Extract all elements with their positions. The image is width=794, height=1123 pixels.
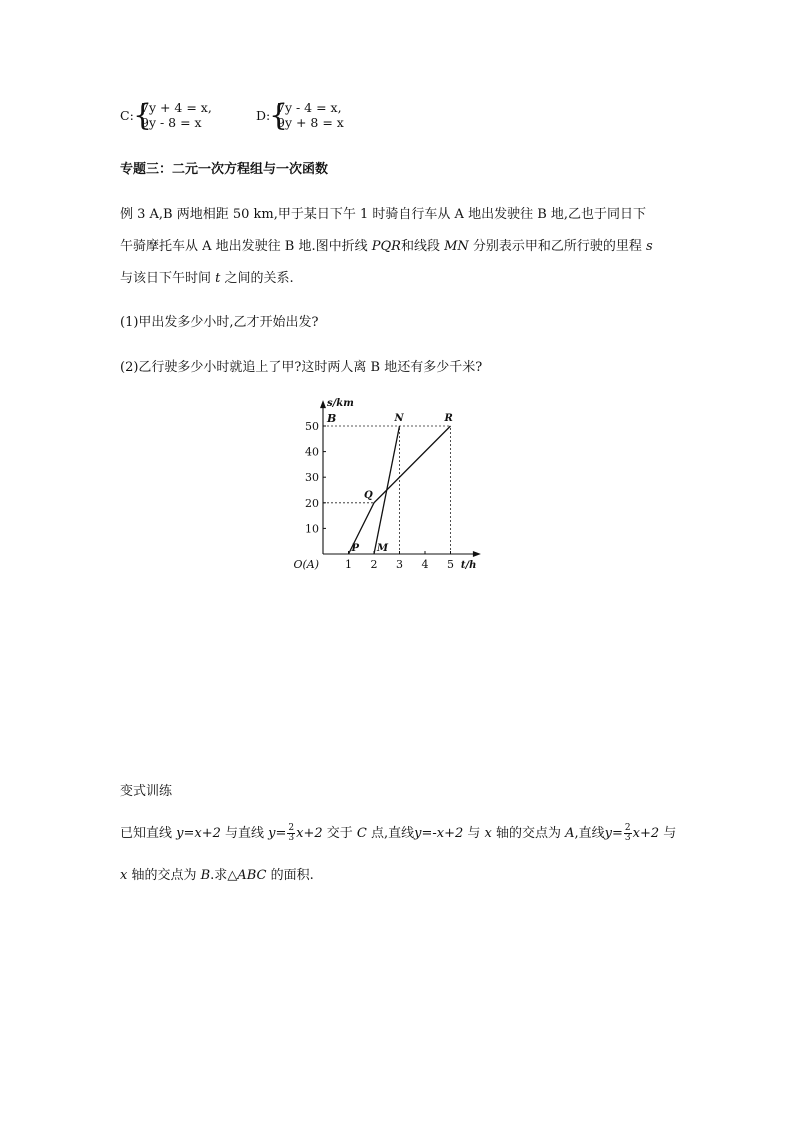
practice-text: 与 bbox=[463, 826, 485, 841]
option-c-label: C: bbox=[120, 108, 134, 123]
fraction-denominator: 3 bbox=[624, 833, 631, 843]
y-axis-arrow bbox=[320, 400, 326, 408]
x-tick-label-4: 4 bbox=[421, 558, 429, 571]
point-a: A bbox=[565, 826, 575, 841]
y-tick-label-20: 20 bbox=[305, 496, 319, 510]
series-line-1 bbox=[374, 426, 400, 554]
practice-text: 轴的交点为 bbox=[491, 826, 566, 841]
point-label-Q: Q bbox=[364, 489, 373, 501]
example-text: 与该日下午时间 bbox=[120, 271, 216, 286]
practice-text: 已知直线 bbox=[120, 826, 177, 841]
option-c-eq1: 7y + 4 = x, bbox=[141, 100, 212, 115]
example-text: 午骑摩托车从 A 地出发驶往 B 地.图中折线 bbox=[120, 239, 372, 254]
point-c: C bbox=[356, 826, 367, 841]
option-d-label: D: bbox=[256, 108, 271, 123]
practice-text: 的面积. bbox=[266, 868, 314, 883]
point-label-M: M bbox=[377, 543, 389, 554]
x-axis-arrow bbox=[473, 551, 481, 557]
practice-heading: 变式训练 bbox=[120, 784, 173, 799]
point-label-N: N bbox=[394, 413, 404, 424]
mn-label: MN bbox=[444, 239, 469, 254]
point-label-R: R bbox=[444, 413, 453, 424]
line-eq-4-y: y= bbox=[604, 826, 623, 841]
x-tick-label-3: 3 bbox=[396, 558, 403, 571]
practice-text: 与 bbox=[659, 826, 677, 841]
s-variable: s bbox=[646, 239, 653, 254]
fraction-numerator: 2 bbox=[624, 823, 631, 833]
option-c-eq2: 9y - 8 = x bbox=[141, 115, 202, 130]
question-1: (1)甲出发多少小时,乙才开始出发? bbox=[120, 315, 319, 330]
topic-heading: 专题三：二元一次方程组与一次函数 bbox=[120, 162, 329, 177]
distance-time-chart bbox=[290, 394, 500, 579]
example-text: 之间的关系. bbox=[220, 271, 294, 286]
fraction-numerator: 2 bbox=[288, 823, 295, 833]
option-d-eq2: 9y + 8 = x bbox=[277, 115, 344, 130]
origin-label: O(A) bbox=[293, 558, 319, 571]
practice-text: .求 bbox=[210, 868, 228, 883]
fraction-denominator: 3 bbox=[288, 833, 295, 843]
b-point-label: B bbox=[327, 412, 337, 425]
example-text: 分别表示甲和乙所行驶的里程 bbox=[468, 239, 647, 254]
x-variable: x bbox=[120, 868, 128, 883]
line-eq-2-rest: x+2 bbox=[296, 826, 323, 841]
x-axis-label: t/h bbox=[460, 560, 477, 571]
practice-text: ,直线 bbox=[574, 826, 605, 841]
fraction-2-3 bbox=[287, 824, 295, 843]
practice-line-1 bbox=[120, 822, 676, 843]
line-eq-1: y=x+2 bbox=[176, 826, 221, 841]
example-line-3 bbox=[120, 267, 294, 286]
x-tick-label-2: 2 bbox=[370, 558, 378, 571]
x-variable: x bbox=[484, 826, 492, 841]
x-tick-label-1: 1 bbox=[345, 558, 352, 571]
point-b: B bbox=[200, 868, 211, 883]
y-tick-label-10: 10 bbox=[305, 522, 319, 536]
x-tick-label-5: 5 bbox=[447, 558, 454, 571]
example-line-1: 例 3 A,B 两地相距 50 km,甲于某日下午 1 时骑自行车从 A 地出发驶往 B 地,乙也于同日下 bbox=[120, 207, 647, 222]
triangle-abc: △ABC bbox=[227, 868, 267, 883]
pqr-label: PQR bbox=[371, 239, 401, 254]
option-d-brace: { bbox=[269, 98, 289, 133]
question-2: (2)乙行驶多少小时就追上了甲?这时两人离 B 地还有多少千米? bbox=[120, 360, 483, 375]
t-variable: t bbox=[215, 271, 221, 286]
option-d-eq1: 7y - 4 = x, bbox=[277, 100, 342, 115]
line-eq-4-rest: x+2 bbox=[632, 826, 660, 841]
example-line-2 bbox=[120, 235, 653, 254]
example-text: 和线段 bbox=[400, 239, 445, 254]
y-axis-label: s/km bbox=[327, 398, 354, 410]
practice-text: 交于 bbox=[322, 826, 357, 841]
line-eq-3: y=-x+2 bbox=[414, 826, 464, 841]
practice-text: 点,直线 bbox=[366, 826, 415, 841]
line-eq-2-y: y= bbox=[268, 826, 287, 841]
y-tick-label-30: 30 bbox=[305, 471, 319, 485]
fraction-2-3-second bbox=[624, 824, 632, 843]
point-label-P: P bbox=[351, 543, 360, 554]
y-tick-label-50: 50 bbox=[305, 420, 319, 433]
practice-text: 与直线 bbox=[220, 826, 269, 841]
y-tick-label-40: 40 bbox=[305, 445, 319, 459]
practice-line-2 bbox=[120, 864, 314, 883]
practice-text: 轴的交点为 bbox=[127, 868, 201, 883]
option-c-brace: { bbox=[133, 98, 153, 133]
